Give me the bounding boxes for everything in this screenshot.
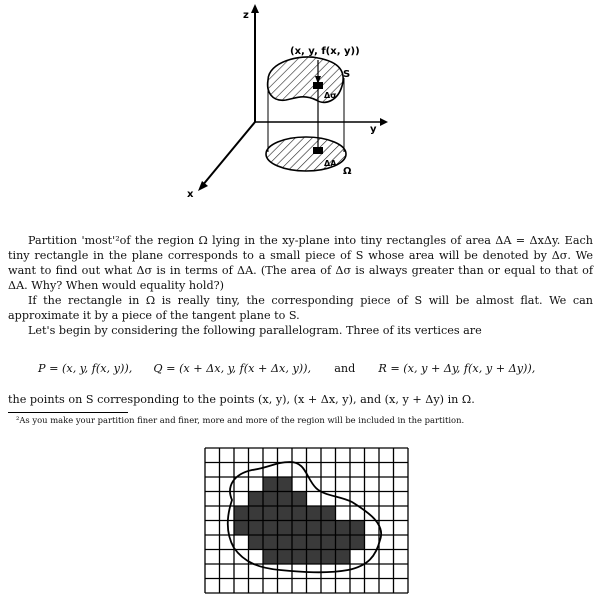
partition-cell <box>263 477 278 492</box>
partition-cell <box>292 521 307 536</box>
paragraph-3: Let's begin by considering the following parallelogram. Three of its vertices are <box>28 324 482 337</box>
footnote: ²As you make your partition finer and finer, more and more of the region will be included in the partition. <box>16 415 465 425</box>
partition-cell <box>249 506 264 521</box>
partition-cell <box>278 521 293 536</box>
x-axis-label: x <box>187 189 194 200</box>
partition-cell <box>278 492 293 507</box>
partition-cell <box>336 535 351 550</box>
partition-cell <box>263 550 278 565</box>
region-patch-label: ΔA <box>324 159 337 168</box>
point-label: (x, y, f(x, y)) <box>290 46 360 57</box>
partition-cell <box>321 506 336 521</box>
partition-cell <box>350 521 365 536</box>
region-label: Ω <box>343 166 352 177</box>
partition-cell <box>321 550 336 565</box>
partition-cell <box>307 506 322 521</box>
z-axis-label: z <box>243 10 249 21</box>
partition-cell <box>278 550 293 565</box>
partition-cell <box>336 550 351 565</box>
paragraph-1: Partition 'most'²of the region Ω lying in the xy-plane into tiny rectangles of area ΔA = ΔxΔy. Each tiny rectangle in the plane corresponds to a small piece of S whose area will be denoted by Δσ. We want to find out what Δσ is in terms of ΔA. (The area of Δσ is always greater than or equal to that of ΔA. Why? When would equality hold?) <box>8 234 593 292</box>
partition-cell <box>263 506 278 521</box>
surface-patch-label: Δσ <box>324 91 337 100</box>
partition-cell <box>263 492 278 507</box>
partition-cell <box>278 477 293 492</box>
partition-cell <box>292 550 307 565</box>
equation-r: R = (x, y + Δy, f(x, y + Δy)), <box>378 362 536 375</box>
paragraph-2: If the rectangle in Ω is really tiny, the corresponding piece of S will be almost flat. We can approximate it by a piece of the tangent plane to S. <box>8 294 593 322</box>
partition-cell <box>263 521 278 536</box>
partition-cell <box>278 535 293 550</box>
partition-cell <box>278 506 293 521</box>
points-sentence: the points on S corresponding to the points (x, y), (x + Δx, y), and (x, y + Δy) in Ω. <box>8 393 475 406</box>
partition-cell <box>321 535 336 550</box>
partition-cell <box>263 535 278 550</box>
partition-cell <box>307 521 322 536</box>
partition-cell <box>234 521 249 536</box>
partition-cell <box>292 535 307 550</box>
partition-cell <box>307 550 322 565</box>
y-axis-label: y <box>370 124 377 135</box>
equation-q: Q = (x + Δx, y, f(x + Δx, y)), <box>153 362 312 375</box>
surface-label: S <box>343 69 351 80</box>
partition-cell <box>249 521 264 536</box>
partition-cell <box>249 535 264 550</box>
partition-cell <box>350 535 365 550</box>
partition-cell <box>336 521 351 536</box>
equation-and: and <box>334 362 356 375</box>
partition-cell <box>292 506 307 521</box>
partition-cell <box>292 492 307 507</box>
equation-p: P = (x, y, f(x, y)), <box>38 362 133 375</box>
partition-cell <box>307 535 322 550</box>
partition-cell <box>234 506 249 521</box>
partition-cell <box>321 521 336 536</box>
partition-cell <box>249 492 264 507</box>
